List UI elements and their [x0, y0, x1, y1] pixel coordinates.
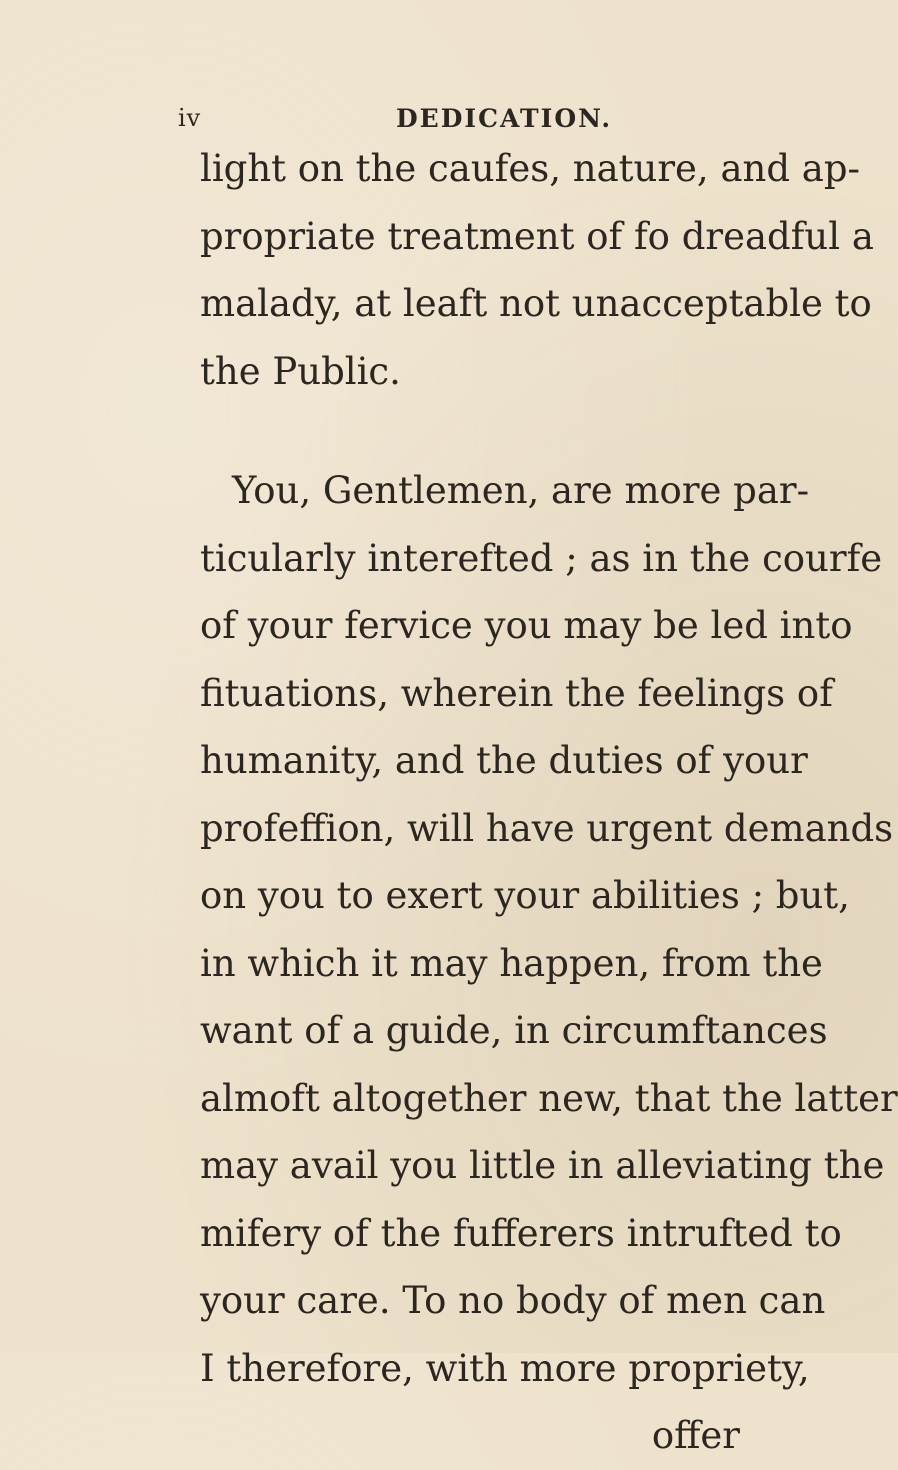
text-line: in which it may happen, from the — [200, 941, 823, 985]
text-line: humanity, and the duties of your — [200, 739, 808, 782]
text-line: mifery of the fufferers intrufted to — [200, 1211, 842, 1255]
catchword: offer — [651, 1414, 740, 1457]
text-line: light on the caufes, nature, and ap- — [200, 147, 861, 190]
paragraph-gap — [200, 405, 740, 457]
text-line: You, Gentlemen, are more par- — [232, 469, 810, 512]
text-line: profeffion, will have urgent demands — [200, 806, 894, 850]
text-line: ticularly interefted ; as in the courfe — [200, 536, 883, 580]
text-line: the Public. — [200, 349, 401, 393]
running-head — [178, 104, 738, 134]
text-line: fituations, wherein the feelings of — [200, 671, 833, 715]
text-line: malady, at leaft not unacceptable to — [200, 282, 872, 325]
text-line: almoft altogether new, that the latter — [200, 1076, 898, 1120]
body-text — [200, 135, 898, 1470]
text-line: I therefore, with more propriety, — [200, 1346, 810, 1390]
text-line: on you to exert your abilities ; but, — [200, 874, 850, 917]
text-line: your care. To no body of men can — [200, 1279, 826, 1322]
running-title: DEDICATION. — [396, 104, 613, 133]
text-line: of your fervice you may be led into — [200, 604, 853, 647]
page-number: iv — [178, 104, 202, 132]
text-line: may avail you little in alleviating the — [200, 1144, 885, 1187]
text-line: propriate treatment of fo dreadful a — [200, 214, 874, 258]
text-line: want of a guide, in circumftances — [200, 1009, 828, 1052]
